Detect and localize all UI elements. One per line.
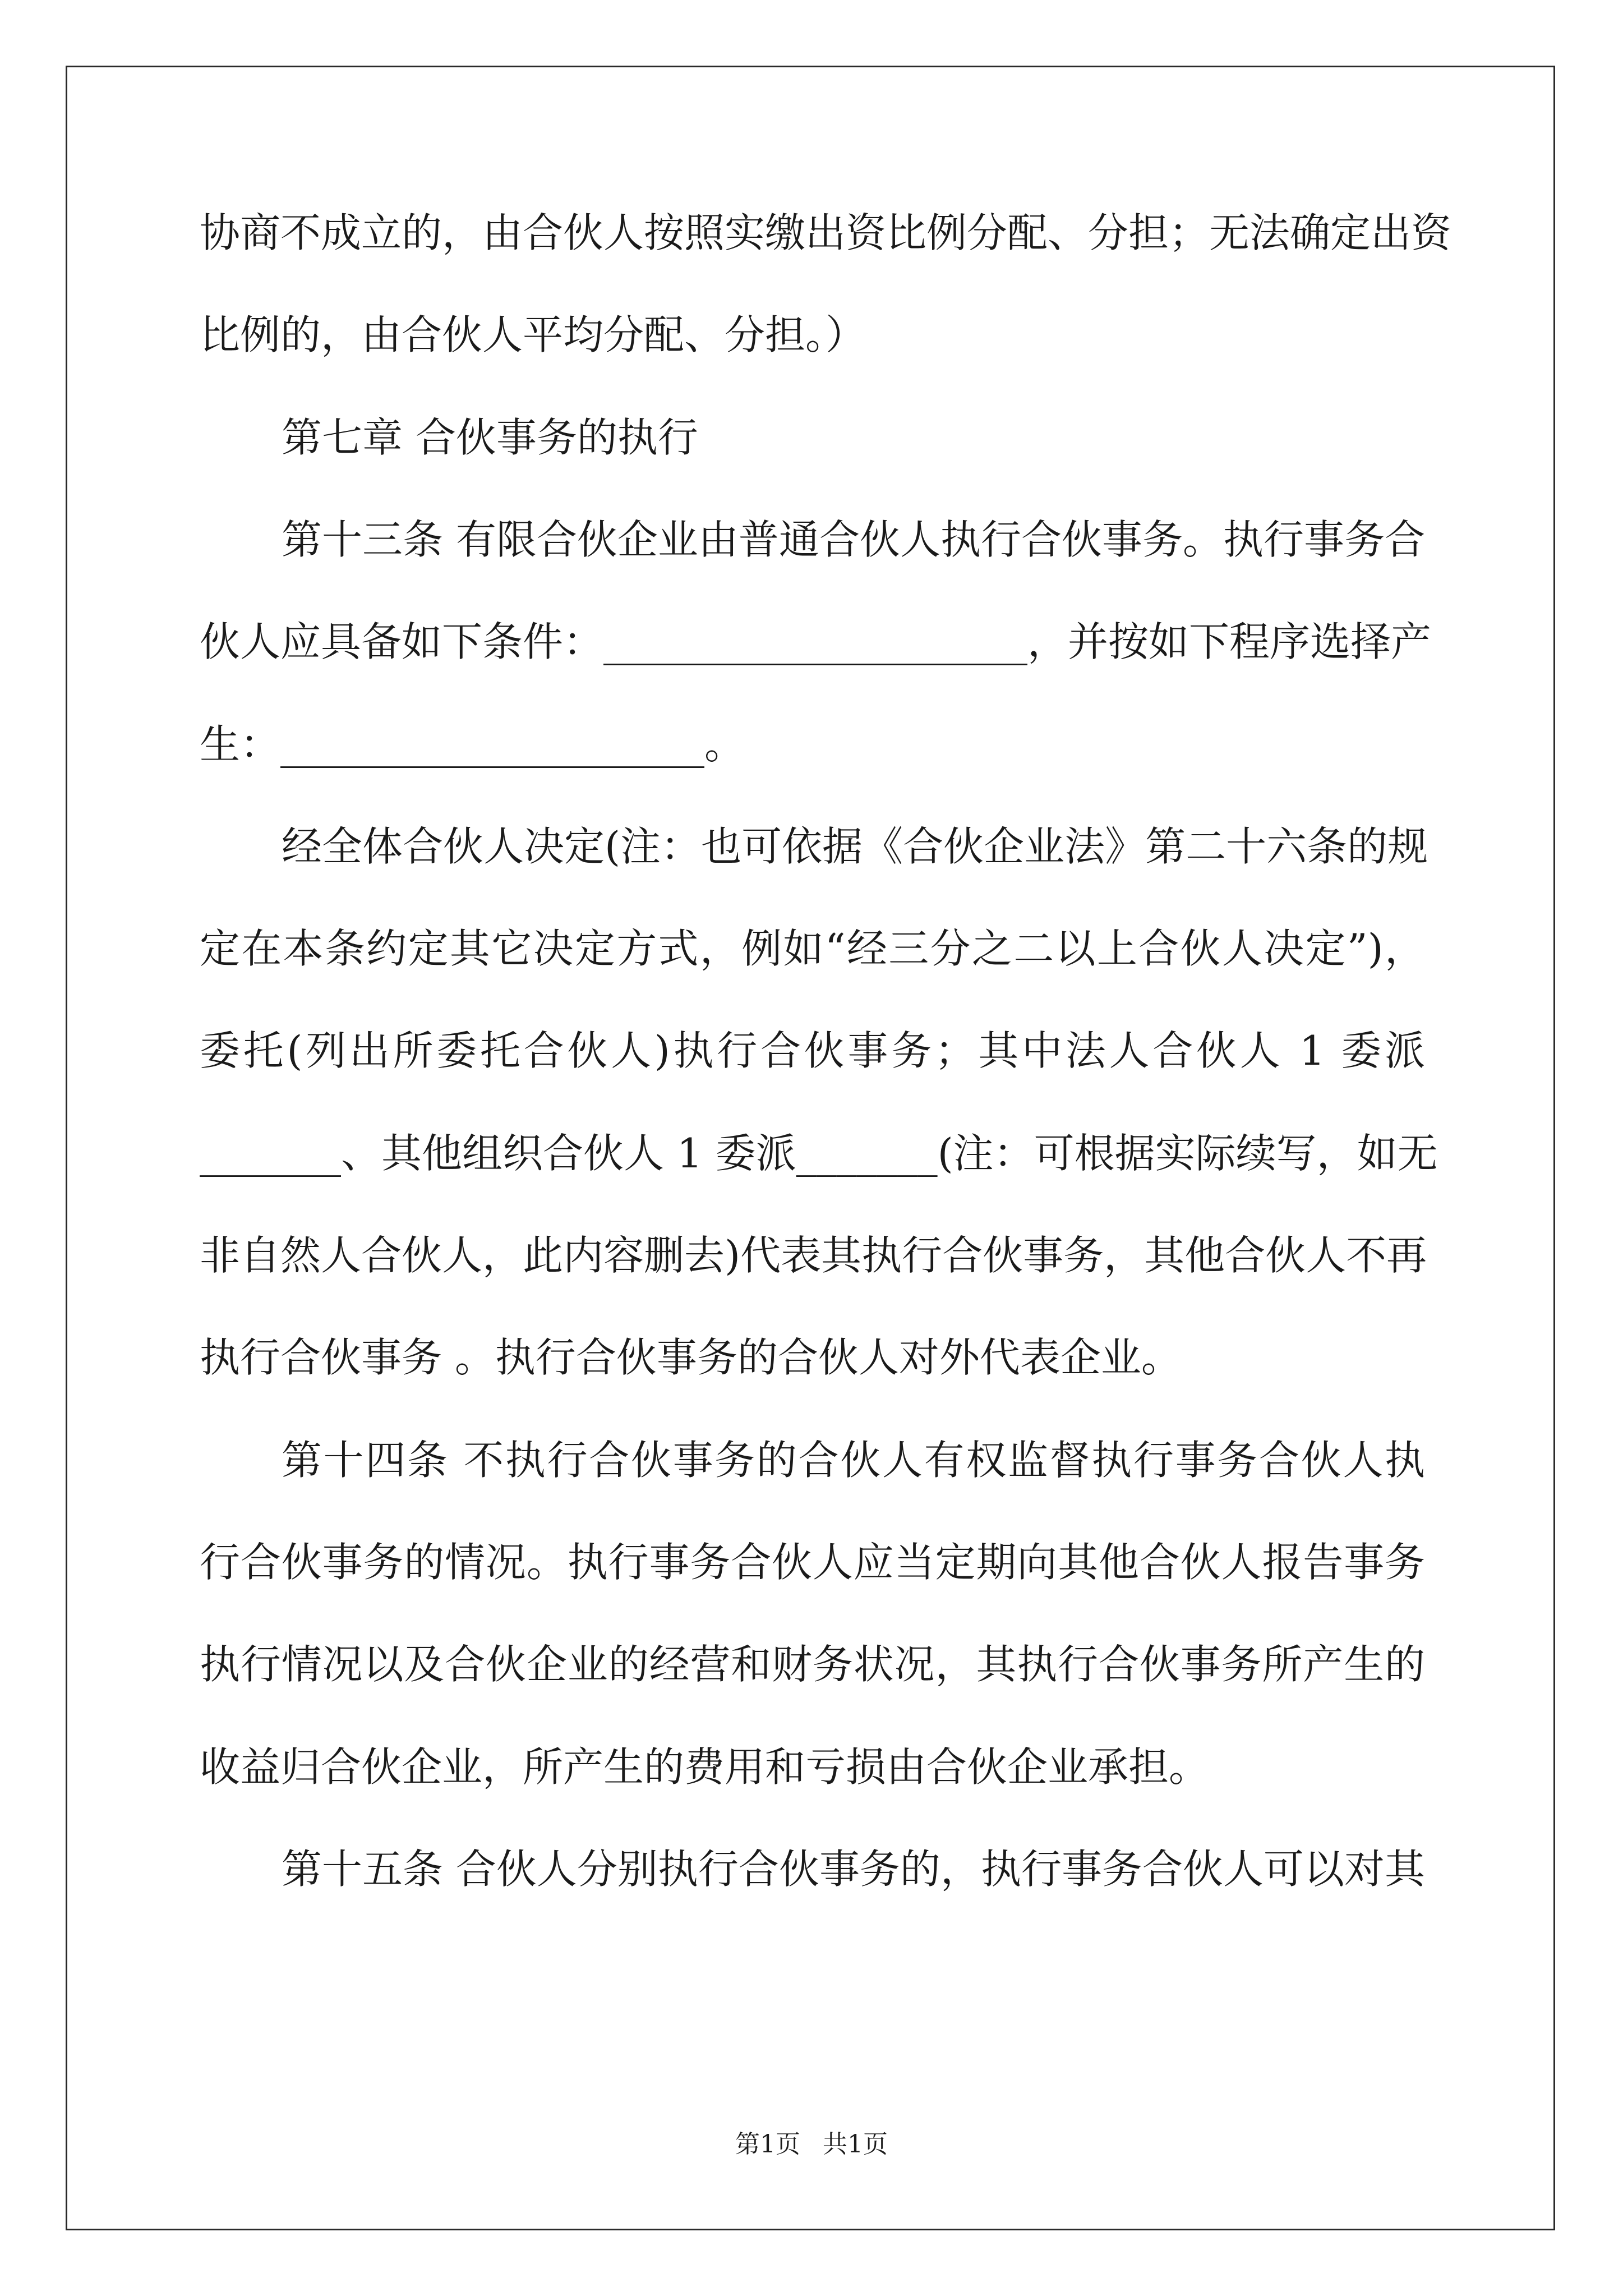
text-line: 生：_____________________。 (200, 721, 745, 768)
text-line: 第十四条 不执行合伙事务的合伙人有权监督执行事务合伙人执 (282, 1437, 1425, 1484)
text-line: 执行合伙事务 。执行合伙事务的合伙人对外代表企业。 (200, 1334, 1182, 1381)
chapter-heading: 第七章 合伙事务的执行 (282, 414, 698, 461)
text-line: 定在本条约定其它决定方式，例如“经三分之二以上合伙人决定”)， (200, 925, 1425, 972)
text-line: _______、其他组织合伙人 1 委派_______(注：可根据实际续写，如无 (200, 1130, 1438, 1177)
text-line: 协商不成立的，由合伙人按照实缴出资比例分配、分担；无法确定出资 (200, 209, 1452, 256)
text-line: 非自然人合伙人，此内容删去)代表其执行合伙事务，其他合伙人不再 (200, 1232, 1427, 1279)
text-line: 第十五条 合伙人分别执行合伙事务的，执行事务合伙人可以对其 (282, 1846, 1425, 1893)
text-line: 比例的，由合伙人平均分配、分担。） (200, 311, 866, 358)
page-number-total: 共1页 (823, 2130, 888, 2159)
text-line: 第十三条 有限合伙企业由普通合伙人执行合伙事务。执行事务合 (282, 516, 1425, 563)
text-line: 经全体合伙人决定(注：也可依据《合伙企业法》第二十六条的规 (282, 823, 1428, 870)
text-line: 伙人应具备如下条件：_____________________，并按如下程序选择产 (200, 618, 1432, 665)
text-line: 行合伙事务的情况。执行事务合伙人应当定期向其他合伙人报告事务 (200, 1539, 1425, 1586)
page-footer (0, 2128, 1623, 2161)
page-number-current: 第1页 (735, 2130, 800, 2159)
text-line: 执行情况以及合伙企业的经营和财务状况，其执行合伙事务所产生的 (200, 1641, 1425, 1688)
text-line: 收益归合伙企业，所产生的费用和亏损由合伙企业承担。 (200, 1743, 1210, 1791)
text-line: 委托(列出所委托合伙人)执行合伙事务；其中法人合伙人 1 委派 (200, 1027, 1425, 1074)
